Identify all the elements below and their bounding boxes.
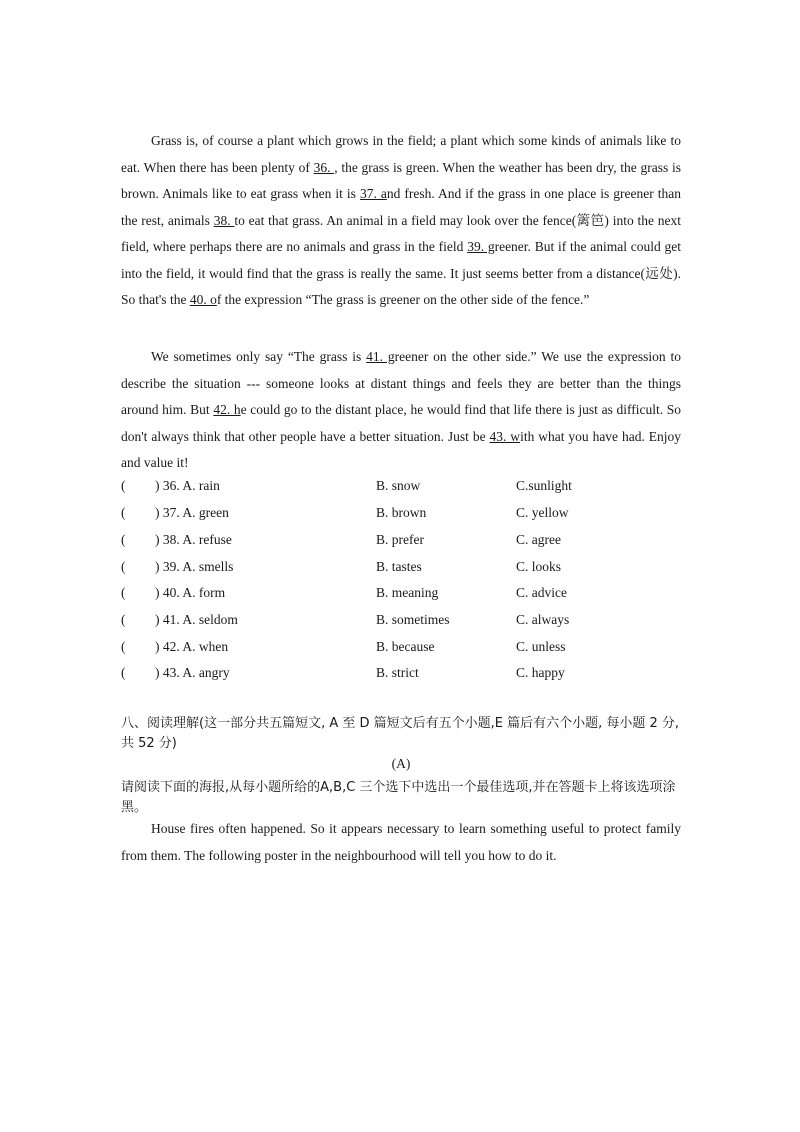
option-c: C. happy — [516, 665, 565, 680]
passage-paragraph-1 — [121, 128, 681, 314]
question-row-39 — [121, 559, 681, 579]
passage-text: ith what you have had. Enjoy and value it! — [121, 428, 682, 470]
blank-42: 42. h — [213, 402, 241, 417]
option-a: ) 40. A. form — [155, 585, 226, 600]
option-c: C. advice — [516, 585, 567, 600]
question-row-36 — [121, 478, 681, 498]
option-c: C. unless — [516, 639, 566, 654]
option-a: ) 37. A. green — [155, 505, 229, 520]
option-b: B. strict — [376, 665, 419, 680]
option-a: ) 42. A. when — [155, 639, 229, 654]
option-c: C. yellow — [516, 505, 569, 520]
answer-paren[interactable]: ( — [121, 559, 126, 574]
option-c: C. agree — [516, 532, 561, 547]
blank-39: 39. g — [467, 239, 495, 254]
blank-37: 37. a — [359, 186, 387, 201]
option-b: B. meaning — [376, 585, 439, 600]
passage-text: We sometimes only say “The grass is — [151, 349, 367, 364]
blank-40: 40. o — [189, 292, 217, 307]
option-b: B. tastes — [376, 559, 422, 574]
answer-paren[interactable]: ( — [121, 585, 126, 600]
option-c: C.sunlight — [516, 478, 572, 493]
answer-paren[interactable]: ( — [121, 505, 126, 520]
blank-38: 38. — [213, 212, 235, 228]
answer-paren[interactable]: ( — [121, 532, 126, 547]
option-a: ) 38. A. refuse — [155, 532, 232, 547]
passage-text: reener on the other side.” We use the expression to describe the situation --- someone looks at distant things and feels they are better than the things around him. But — [121, 349, 682, 417]
question-row-37 — [121, 505, 681, 525]
blank-43: 43. w — [489, 428, 521, 444]
passage-text: f the expression “The grass is greener on the other side of the fence.” — [216, 292, 590, 307]
passage-text: Grass is, of course a plant which grows in the field; a plant which some kinds of animals like to eat. When there has been plenty of — [121, 133, 681, 175]
answer-paren[interactable]: ( — [121, 639, 126, 654]
option-c: C. always — [516, 612, 570, 627]
question-row-41 — [121, 612, 681, 632]
blank-41: 41. g — [366, 349, 395, 364]
reading-intro: House fires often happened. So it appears necessary to learn something useful to protect family from them. The following poster in the neighbourhood will tell you how to do it. — [121, 821, 681, 863]
part-label: (A) — [391, 756, 411, 771]
passage-text: to eat that grass. An animal in a field may look over the fence(篱笆) into the next field, where perhaps there are no animals and grass in the field — [121, 212, 681, 254]
question-row-38 — [121, 532, 681, 552]
option-b: B. prefer — [376, 532, 424, 547]
option-a: ) 39. A. smells — [155, 559, 234, 574]
option-a: ) 41. A. seldom — [155, 612, 238, 627]
option-a: ) 43. A. angry — [155, 665, 230, 680]
passage-text: e could go to the distant place, he would find that life there is just as difficult. So don't always think that other people have a better situation. Just be — [121, 402, 681, 444]
passage-text: the grass is green. When the weather has been dry, the grass is brown. Animals like to eat grass when it is — [121, 159, 681, 201]
question-row-43 — [121, 665, 681, 685]
answer-paren[interactable]: ( — [121, 665, 126, 680]
question-row-40 — [121, 585, 681, 605]
option-b: B. snow — [376, 478, 421, 493]
passage-text: nd fresh. And if the grass in one place is greener than the rest, animals — [121, 186, 682, 228]
option-c: C. looks — [516, 559, 562, 574]
option-b: B. because — [376, 639, 435, 654]
answer-paren[interactable]: ( — [121, 478, 126, 493]
option-b: B. sometimes — [376, 612, 450, 627]
section-title: 八、阅读理解(这一部分共五篇短文, A 至 D 篇短文后有五个小题,E 篇后有六个小题, 每小题 2 分, 共 52 分) — [121, 716, 680, 751]
option-a: ) 36. A. rain — [155, 478, 220, 493]
answer-paren[interactable]: ( — [121, 612, 126, 627]
passage-text: reener. But if the animal could get into the field, it would find that the grass is really the same. It just seems better from a distance(远处). So that's the — [121, 239, 681, 307]
blank-36: 36. , — [313, 159, 338, 175]
passage-paragraph-2 — [121, 344, 681, 477]
section-instruction: 请阅读下面的海报,从每小题所给的A,B,C 三个选下中选出一个最佳选项,并在答题卡上将该选项涂黑。 — [121, 780, 676, 815]
option-b: B. brown — [376, 505, 427, 520]
question-row-42 — [121, 639, 681, 659]
